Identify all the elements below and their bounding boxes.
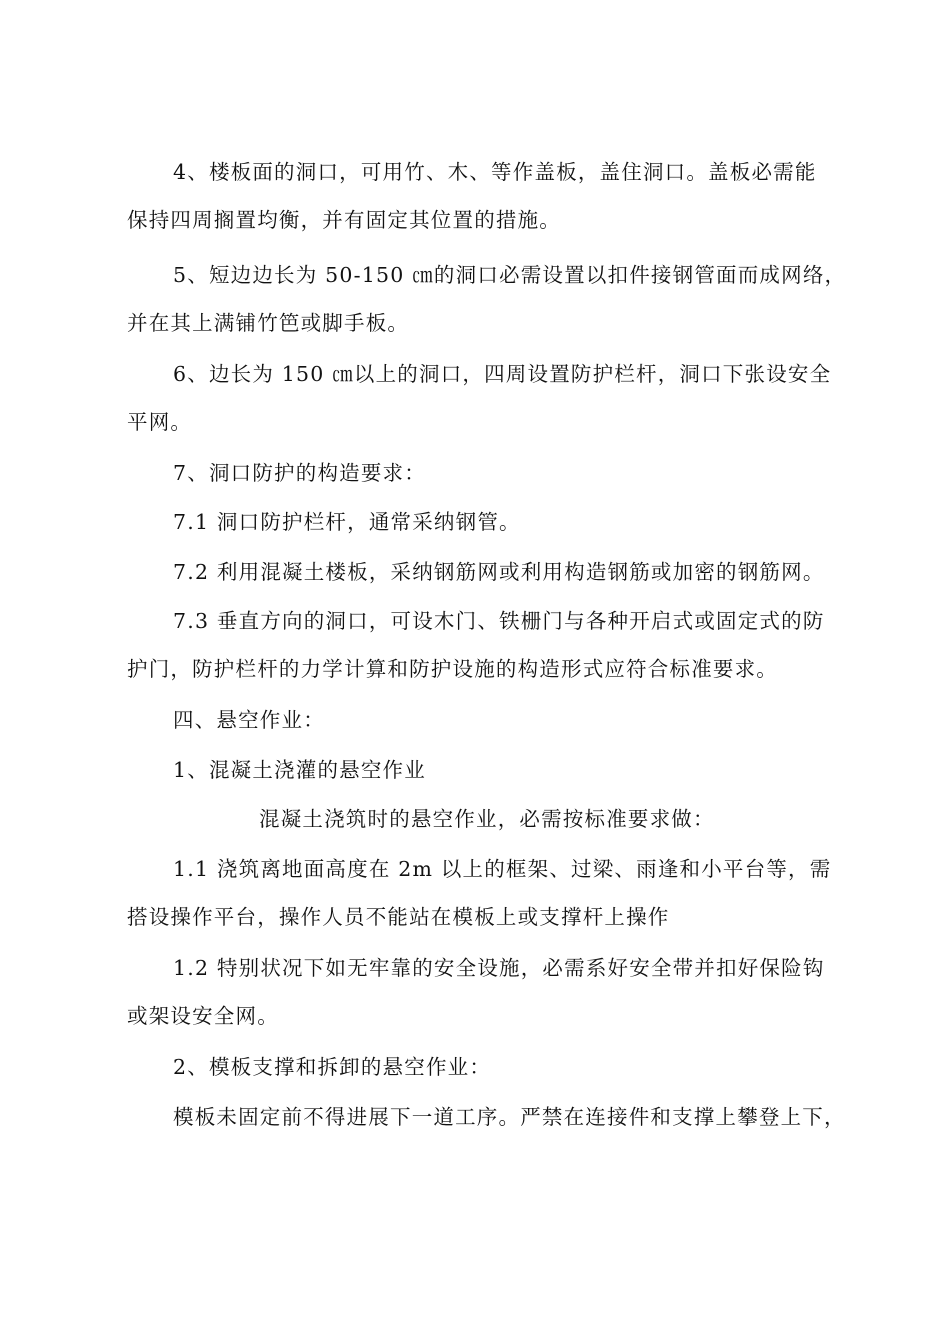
text-line: 7.1 洞口防护栏杆，通常采纳钢管。 [173, 510, 521, 534]
text-line: 四、悬空作业： [173, 708, 325, 732]
paragraph-4 [127, 148, 827, 244]
text-line: 2、模板支撑和拆卸的悬空作业： [173, 1055, 492, 1079]
section-4-2-body [127, 1093, 846, 1141]
section-4-1-intro [127, 795, 827, 843]
section-4-2-heading [127, 1043, 827, 1091]
text-line: 模板未固定前不得进展下一道工序。严禁在连接件和支撑上攀登上下， [173, 1105, 846, 1129]
text-line: 1.2 特别状况下如无牢靠的安全设施，必需系好安全带并扣好保险钩 [173, 956, 825, 980]
text-line: 7.3 垂直方向的洞口，可设木门、铁栅门与各种开启式或固定式的防 [173, 609, 825, 633]
paragraph-1-2 [127, 944, 827, 1040]
text-line: 并在其上满铺竹笆或脚手板。 [127, 311, 410, 335]
text-line: 混凝土浇筑时的悬空作业，必需按标准要求做： [259, 807, 715, 831]
paragraph-6 [127, 350, 832, 446]
paragraph-7-1 [127, 498, 827, 546]
text-line: 搭设操作平台，操作人员不能站在模板上或支撑杆上操作 [127, 905, 670, 929]
paragraph-7 [127, 449, 827, 497]
text-line: 7.2 利用混凝土楼板，采纳钢筋网或利用构造钢筋或加密的钢筋网。 [173, 560, 825, 584]
text-line: 保持四周搁置均衡，并有固定其位置的措施。 [127, 208, 561, 232]
paragraph-7-2 [127, 548, 827, 596]
paragraph-1-1 [127, 845, 832, 941]
text-line: 或架设安全网。 [127, 1004, 279, 1028]
text-line: 7、洞口防护的构造要求： [173, 461, 426, 485]
text-line: 1.1 浇筑离地面高度在 2m 以上的框架、过梁、雨逢和小平台等，需 [173, 857, 832, 881]
text-line: 1、混凝土浇灌的悬空作业 [173, 758, 426, 782]
text-line: 平网。 [127, 410, 193, 434]
paragraph-7-3 [127, 597, 827, 693]
text-line: 4、楼板面的洞口，可用竹、木、等作盖板，盖住洞口。盖板必需能 [173, 160, 817, 184]
text-line: 5、短边边长为 50-150 ㎝的洞口必需设置以扣件接钢管面而成网络， [173, 263, 847, 287]
paragraph-5 [127, 251, 847, 347]
section-4-1-heading [127, 746, 827, 794]
text-line: 6、边长为 150 ㎝以上的洞口，四周设置防护栏杆，洞口下张设安全 [173, 362, 832, 386]
text-line: 护门，防护栏杆的力学计算和防护设施的构造形式应符合标准要求。 [127, 657, 778, 681]
section-4-heading [127, 696, 827, 744]
